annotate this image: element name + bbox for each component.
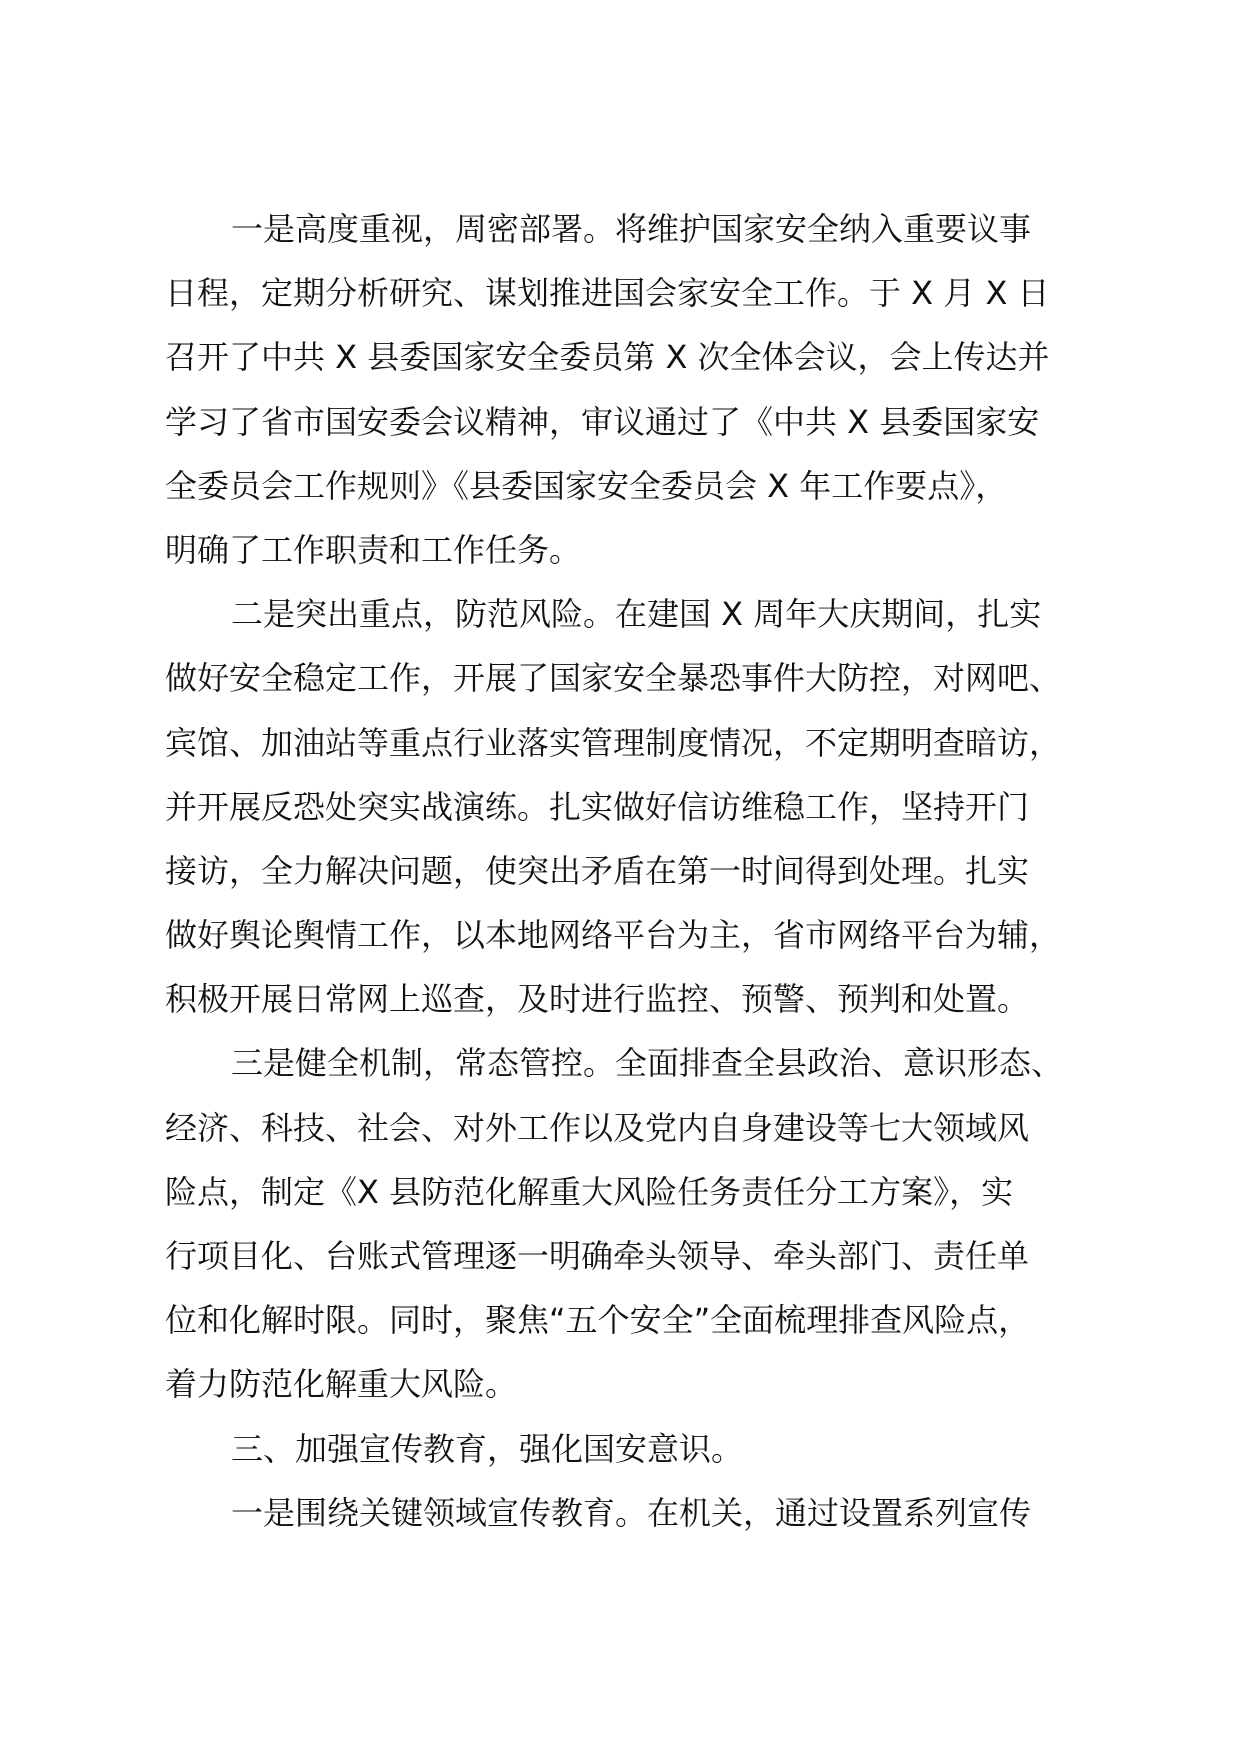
text-line: 做好安全稳定工作，开展了国家安全暴恐事件大防控，对网吧、 [165,659,1062,698]
section-heading-publicity-education [165,1417,1100,1481]
section-heading: 三、加强宣传教育，强化国安意识。 [231,1429,744,1468]
text-line: 日程，定期分析研究、谋划推进国会家安全工作。于 X 月 X 日 [165,274,1050,313]
text-line: 召开了中共 X 县委国家安全委员第 X 次全体会议，会上传达并 [165,338,1050,377]
text-line: 并开展反恐处突实战演练。扎实做好信访维稳工作，坚持开门 [165,787,1030,826]
paragraph-high-priority-deployment [165,197,1100,582]
text-line: 宾馆、加油站等重点行业落实管理制度情况，不定期明查暗访， [165,723,1062,762]
text-line: 明确了工作职责和工作任务。 [165,530,582,569]
text-line: 接访，全力解决问题，使突出矛盾在第一时间得到处理。扎实 [165,851,1030,890]
document-body [165,197,1100,1545]
text-line: 经济、科技、社会、对外工作以及党内自身建设等七大领域风 [165,1108,1030,1147]
text-line: 位和化解时限。同时，聚焦“五个安全”全面梳理排查风险点， [165,1301,1031,1340]
text-line: 全委员会工作规则》《县委国家安全委员会 X 年工作要点》， [165,466,1008,505]
text-line: 行项目化、台账式管理逐一明确牵头领导、牵头部门、责任单 [165,1237,1030,1275]
text-line: 做好舆论舆情工作，以本地网络平台为主，省市网络平台为辅， [165,916,1062,955]
text-line: 学习了省市国安委会议精神，审议通过了《中共 X 县委国家安 [165,402,1040,441]
text-line: 三是健全机制，常态管控。全面排查全县政治、意识形态、 [231,1044,1064,1083]
paragraph-key-field-education [165,1481,1100,1545]
text-line: 积极开展日常网上巡查，及时进行监控、预警、预判和处置。 [165,980,1030,1019]
paragraph-key-risk-prevention [165,582,1100,1031]
text-line: 一是高度重视，周密部署。将维护国家安全纳入重要议事 [231,210,1032,248]
text-line: 着力防范化解重大风险。 [165,1365,518,1404]
text-line: 险点，制定《X 县防范化解重大风险任务责任分工方案》，实 [165,1172,1014,1211]
paragraph-mechanism-control [165,1031,1100,1416]
text-line: 一是围绕关键领域宣传教育。在机关，通过设置系列宣传 [231,1493,1032,1532]
text-line: 二是突出重点，防范风险。在建国 X 周年大庆期间，扎实 [231,595,1042,634]
